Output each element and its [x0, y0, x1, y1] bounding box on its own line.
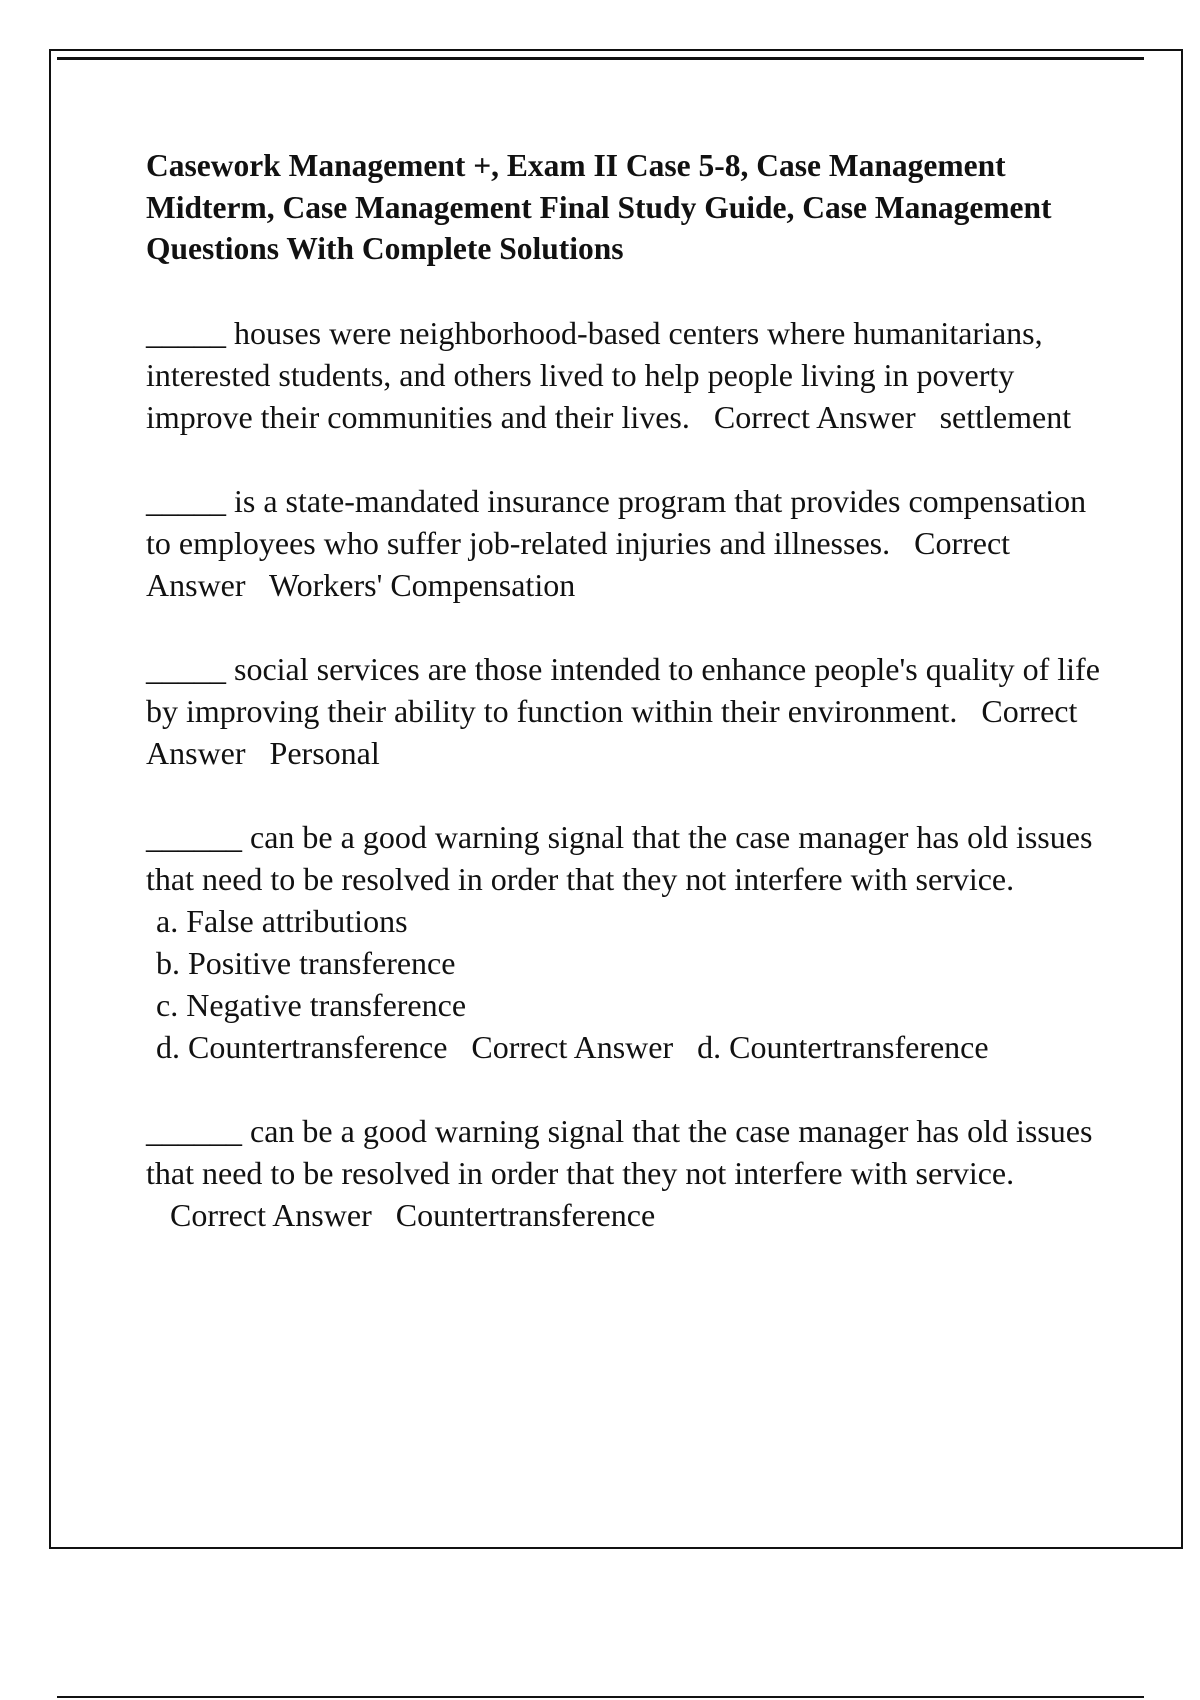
answer-label: Correct Answer — [170, 1196, 372, 1233]
document-body — [146, 145, 1106, 1278]
answer-text: settlement — [939, 398, 1072, 435]
option-d: d. Countertransference — [156, 1028, 448, 1065]
question-1 — [146, 312, 1106, 438]
question-4 — [146, 816, 1106, 1068]
footer-rule — [57, 1696, 1144, 1698]
question-text: ______ can be a good warning signal that the case manager has old issues that need to be resolved in order that they not interfere with service. — [146, 818, 1093, 897]
answer-label: Correct Answer — [146, 692, 1078, 771]
answer-text: Personal — [269, 734, 380, 771]
option-b: b. Positive transference — [156, 944, 456, 981]
answer-text: d. Countertransference — [697, 1028, 989, 1065]
answer-text: Workers' Compensation — [268, 566, 576, 603]
answer-label: Correct Answer — [713, 398, 916, 435]
answer-label: Correct Answer — [146, 524, 1011, 603]
header-rule — [57, 57, 1144, 60]
option-c: c. Negative transference — [156, 986, 467, 1023]
question-text: _____ social services are those intended to enhance people's quality of life by improving their ability to function within their environment. — [146, 650, 1100, 729]
question-5 — [146, 1110, 1106, 1236]
question-2 — [146, 480, 1106, 606]
question-3 — [146, 648, 1106, 774]
option-a: a. False attributions — [156, 902, 408, 939]
document-title: Casework Management +, Exam II Case 5-8, Case Management Midterm, Case Management Final Study Guide, Case Management Questions With Complete Solutions — [146, 148, 1052, 266]
question-text: ______ can be a good warning signal that the case manager has old issues that need to be resolved in order that they not interfere with service. — [146, 1112, 1093, 1191]
question-text: _____ houses were neighborhood-based centers where humanitarians, interested students, and others lived to help people living in poverty improve their communities and their lives. — [146, 314, 1043, 435]
question-text: _____ is a state-mandated insurance program that provides compensation to employees who suffer job-related injuries and illnesses. — [146, 482, 1087, 561]
answer-label: Correct Answer — [471, 1028, 674, 1065]
answer-text: Countertransference — [395, 1196, 656, 1233]
